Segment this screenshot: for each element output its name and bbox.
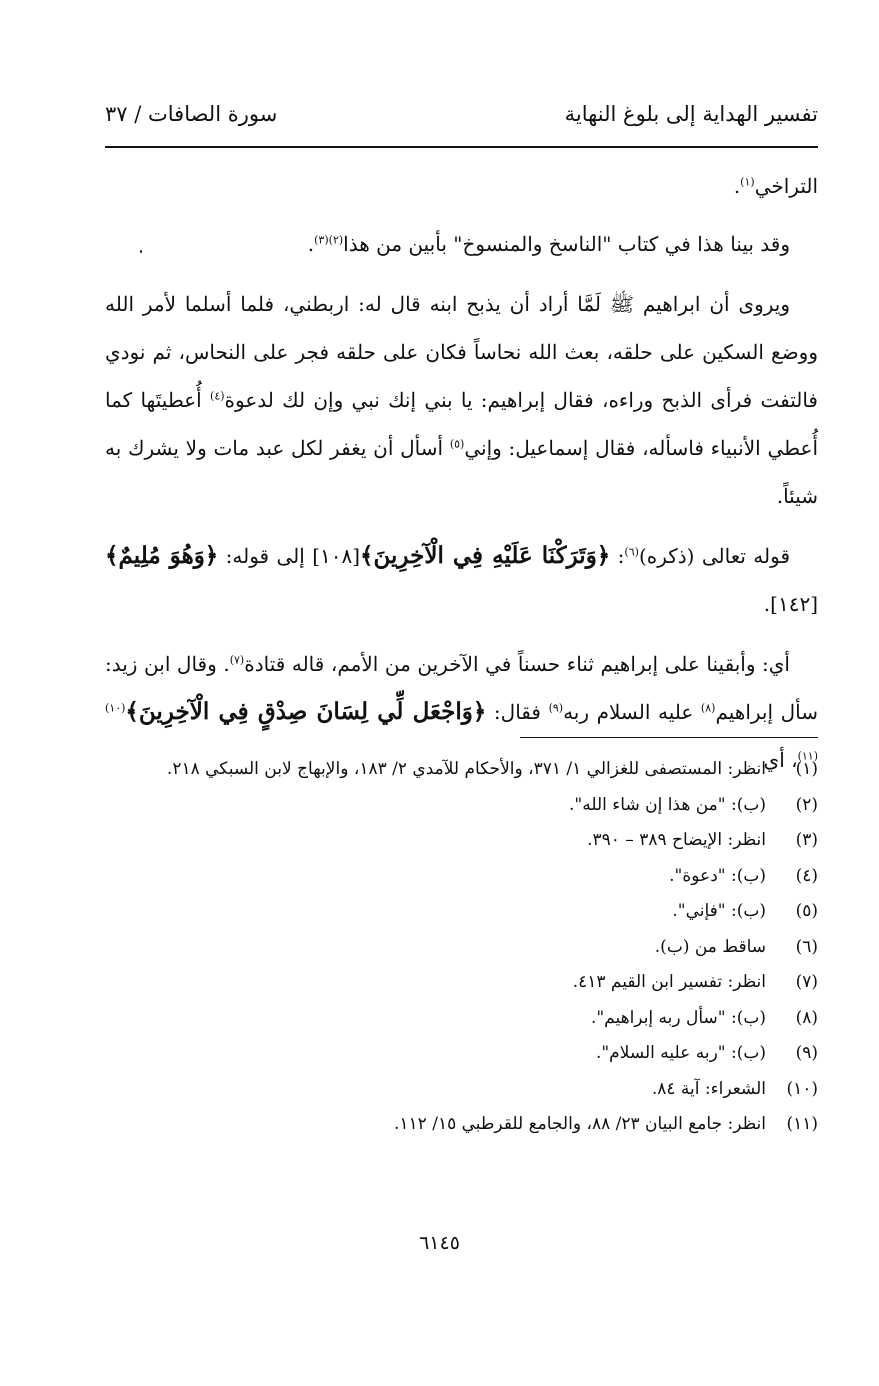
footnote-number: (٧) (795, 972, 818, 992)
footnote-number: (٦) (795, 936, 818, 957)
footnote-number: (٢) (795, 794, 818, 815)
scan-speck (140, 250, 142, 253)
footnote-number: (٣) (795, 830, 818, 850)
footnotes (105, 752, 818, 1143)
p1-text: التراخي (754, 174, 818, 198)
p2-text: وقد بينا هذا في كتاب "الناسخ والمنسوخ" بأبين من هذا (343, 232, 790, 256)
footnote-ref-5: (٥) (449, 437, 465, 451)
p3-text-c: أسأل أن يغفر لكل عبد مات ولا يشرك به شيئاً. (105, 436, 818, 508)
paragraph-1 (105, 162, 818, 210)
footnote-ref-1: (١) (740, 175, 755, 189)
header-rule (105, 146, 818, 148)
footnote-item (105, 823, 818, 859)
p5-text-c: عليه السلام ربه (563, 700, 694, 724)
footnote-rule (520, 737, 818, 738)
p5-text-e: ، أي (763, 748, 798, 772)
p4-text-a: قوله تعالى (ذكره) (638, 544, 791, 568)
p5-text-d: فقال: (493, 700, 541, 724)
p4-text-c: [١٠٨] إلى قوله: (225, 544, 361, 568)
footnote-item (105, 788, 818, 824)
footnote-item (105, 752, 818, 788)
running-header (105, 98, 818, 138)
quran-verse-shuara-84: ﴿وَاجْعَل لِّي لِسَانَ صِدْقٍ فِي الْآخِرِينَ﴾ (125, 698, 487, 725)
p3-text-b: أُعطيتَها كما أُعطي الأنبياء فاسأله، فقال إسماعيل: وإني (105, 388, 819, 460)
paragraph-2 (105, 220, 818, 268)
footnote-number: (٥) (795, 901, 818, 921)
footnote-text: (ب): "ربه عليه السلام". (595, 1043, 766, 1063)
quran-verse-142: ﴿وَهُوَ مُلِيمٌ﴾ (105, 542, 219, 569)
quran-verse-108: ﴿وَتَرَكْنَا عَلَيْهِ فِي الْآخِرِينَ﴾ (360, 542, 611, 569)
p5-text-b: . وقال ابن زيد: سأل إبراهيم (105, 652, 819, 724)
footnote-text: انظر: جامع البيان ٢٣/ ٨٨، والجامع للقرطبي ١٥/ ١١٢. (393, 1114, 766, 1134)
footnote-item (105, 965, 818, 1001)
footnote-number: (١) (795, 759, 818, 779)
footnote-number: (٤) (795, 865, 818, 886)
footnote-number: (١٠) (786, 1078, 818, 1099)
page-number: ٦١٤٥ (419, 1232, 460, 1254)
p5-text-a: أي: وأبقينا على إبراهيم ثناء حسناً في الآخرين من الأمم، قاله قتادة (244, 652, 790, 676)
footnote-ref-4: (٤) (210, 389, 225, 403)
footnote-text: ساقط من (ب). (654, 936, 766, 957)
footnote-item (105, 1001, 818, 1037)
paragraph-4 (105, 532, 818, 628)
p4-text-b: : (617, 544, 625, 568)
footnote-ref-2-3: (٢)(٣) (314, 233, 344, 247)
footnote-text: (ب): "فإني". (672, 901, 766, 921)
footnote-text: (ب): "سأل ربه إبراهيم". (590, 1007, 766, 1028)
paragraph-3 (105, 280, 818, 520)
footnote-item (105, 930, 818, 966)
p1-end: . (733, 174, 741, 198)
footnote-text: (ب): "دعوة". (669, 865, 766, 886)
footnote-number: (١١) (786, 1114, 818, 1134)
main-text (105, 162, 818, 796)
p2-end: . (307, 232, 315, 256)
footnote-ref-9: (٩) (548, 701, 564, 715)
footnote-text: الشعراء: آية ٨٤. (651, 1078, 766, 1099)
footnote-ref-10-11: (١٠)(١١) (105, 701, 818, 763)
footnote-item (105, 1072, 818, 1108)
footnote-ref-6: (٦) (624, 545, 639, 559)
footnote-number: (٩) (795, 1043, 818, 1063)
footnote-text: (ب): "من هذا إن شاء الله". (569, 794, 766, 815)
footnote-number: (٨) (795, 1007, 818, 1028)
p3-text-a: ويروى أن ابراهيم ﷺ لَمَّا أراد أن يذبح ابنه قال له: اربطني، فلما أسلما لأمر الله ووضع السكين على حلقه، بعث الله نحاساً فكان على حلقه فجر على النحاس، ثم نودي فالتفت فرأى الذبح وراءه، فقال إبراهيم: يا بني إنك نبي وإن لك لدعوة (105, 292, 818, 412)
footnote-text: انظر: تفسير ابن القيم ٤١٣. (572, 972, 766, 992)
footnote-ref-7: (٧) (229, 653, 245, 667)
footnote-text: انظر: المستصفى للغزالي ١/ ٣٧١، والأحكام للآمدي ٢/ ١٨٣، والإبهاج لابن السبكي ٢١٨. (166, 759, 766, 779)
footnote-ref-8: (٨) (700, 701, 716, 715)
footnote-text: انظر: الإيضاح ٣٨٩ – ٣٩٠. (587, 830, 766, 850)
p4-text-d: [١٤٢]. (763, 592, 818, 616)
footnote-item (105, 894, 818, 930)
book-title: تفسير الهداية إلى بلوغ النهاية (564, 102, 818, 126)
footnote-item (105, 1107, 818, 1143)
footnote-item (105, 1036, 818, 1072)
footnote-item (105, 859, 818, 895)
surah-label: سورة الصافات / ٣٧ (105, 102, 278, 126)
